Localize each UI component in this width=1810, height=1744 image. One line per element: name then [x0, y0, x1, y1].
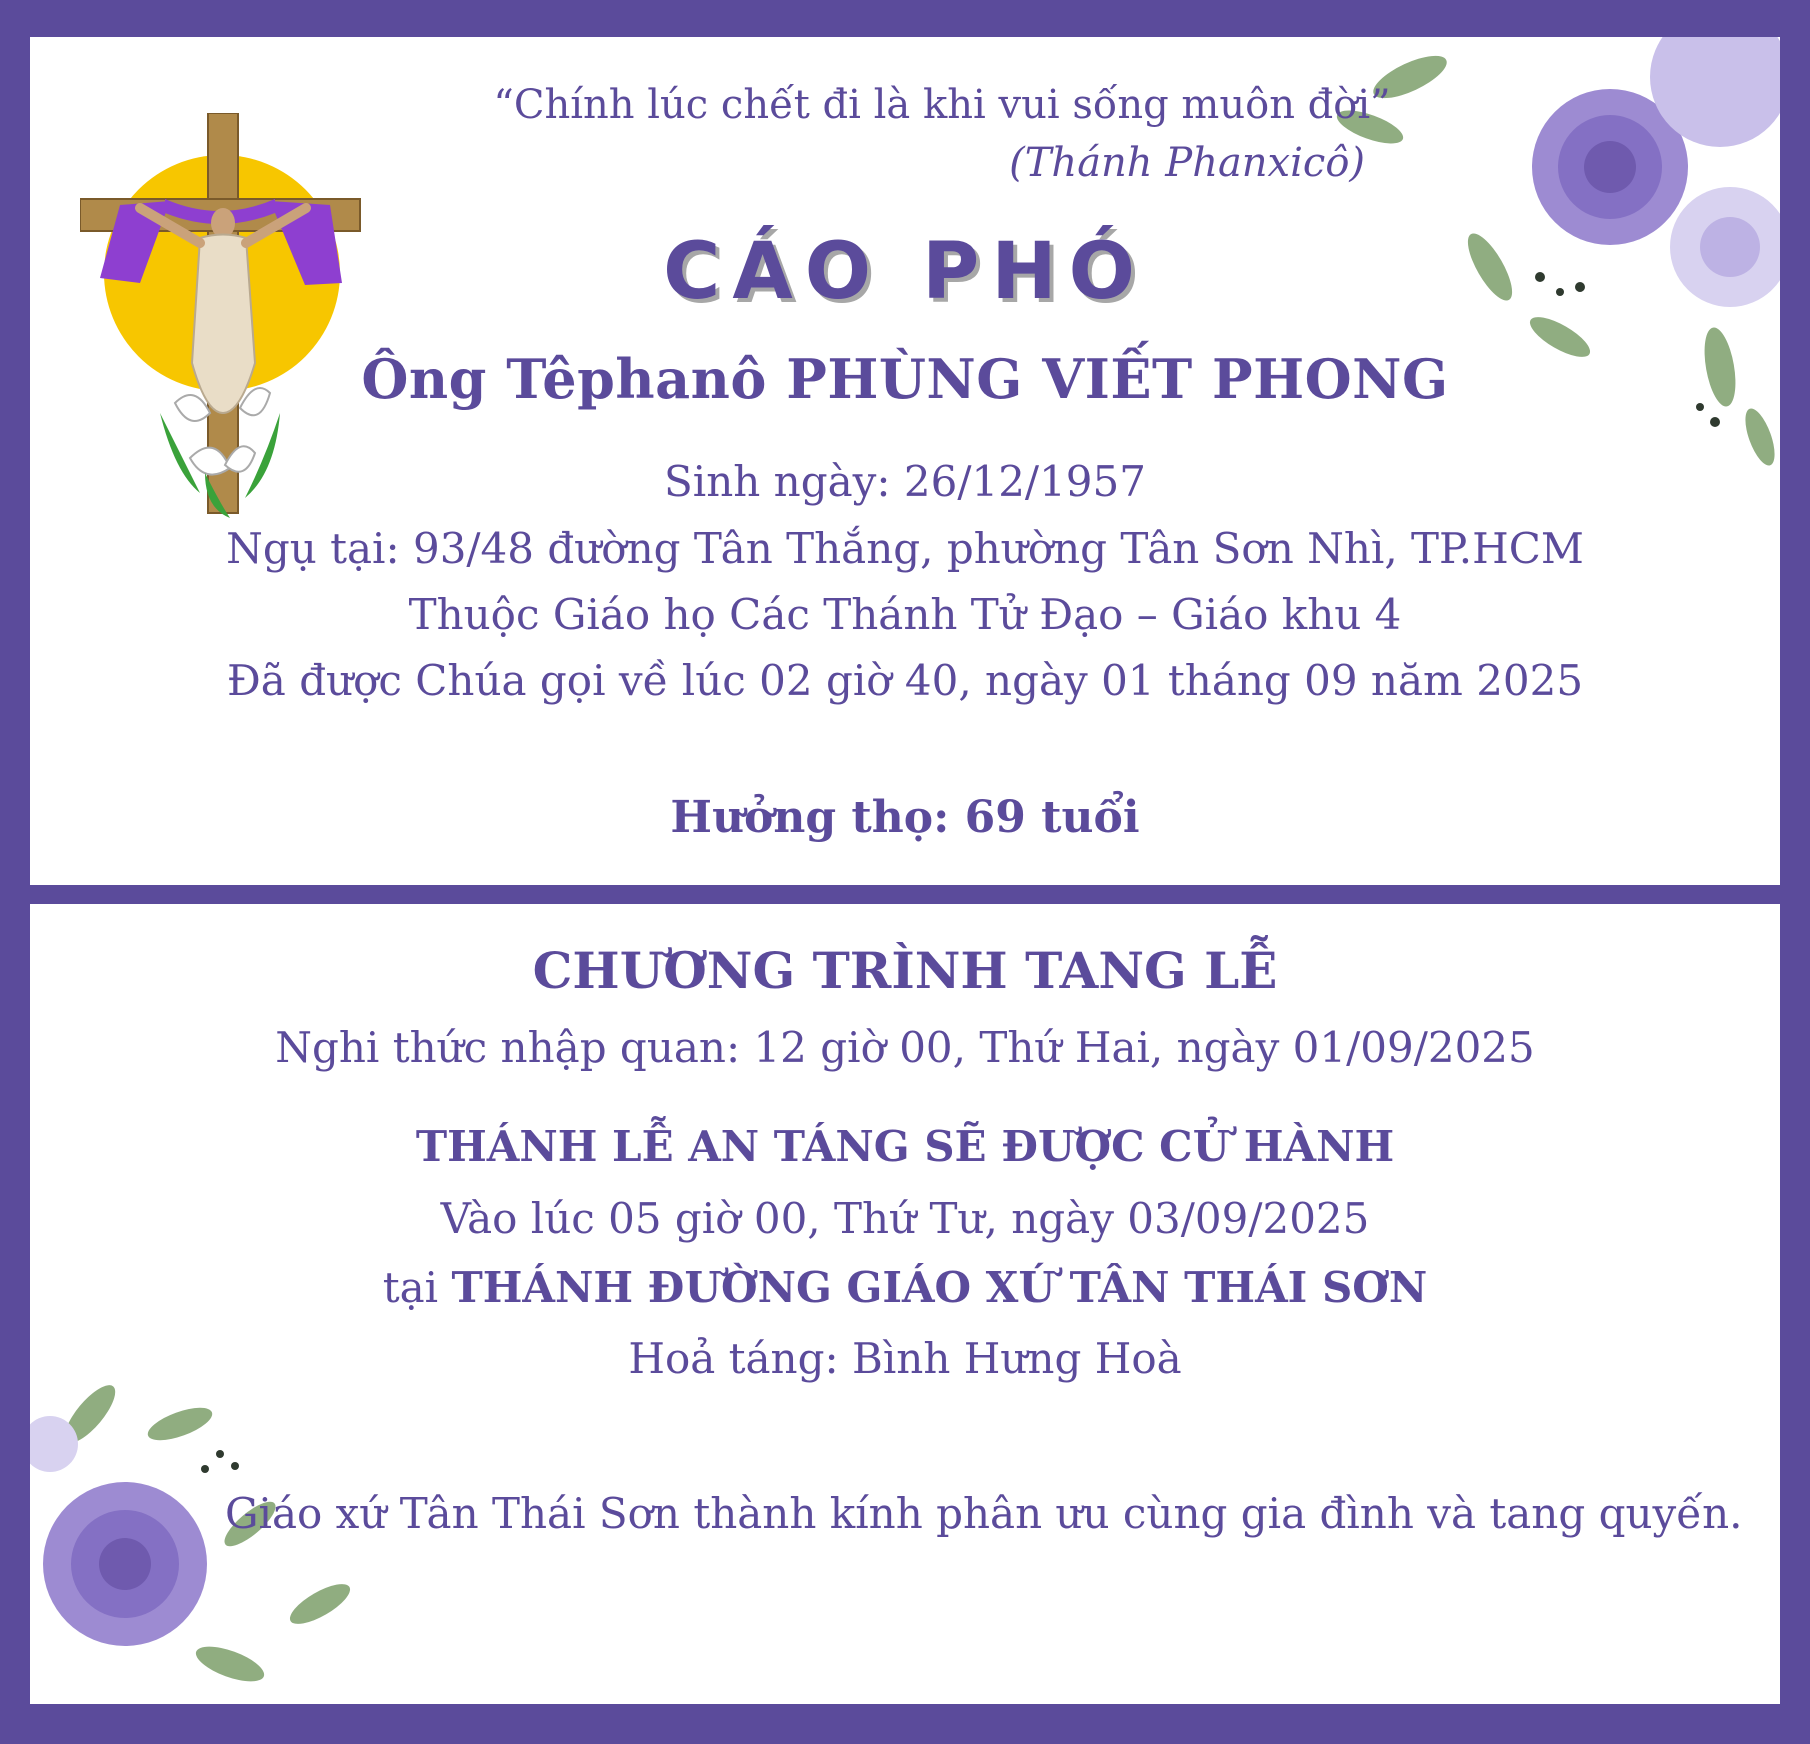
- deceased-name: Ông Têphanô PHÙNG VIẾT PHONG: [361, 347, 1449, 411]
- rose-icon: [30, 1374, 390, 1704]
- funeral-mass-title: THÁNH LỄ AN TÁNG SẼ ĐƯỢC CỬ HÀNH: [415, 1122, 1395, 1171]
- quote-source: (Thánh Phanxicô): [1009, 140, 1365, 186]
- funeral-mass-time: Vào lúc 05 giờ 00, Thứ Tư, ngày 03/09/2025: [440, 1194, 1370, 1243]
- address: Ngụ tại: 93/48 đường Tân Thắng, phường Tân Sơn Nhì, TP.HCM: [226, 524, 1584, 573]
- cremation-place: Hoả táng: Bình Hưng Hoà: [628, 1334, 1182, 1383]
- condolence-message: Giáo xứ Tân Thái Sơn thành kính phân ưu cùng gia đình và tang quyến.: [225, 1489, 1743, 1538]
- funeral-program-panel: [30, 904, 1780, 1704]
- page-title: CÁO PHÓ: [663, 227, 1147, 317]
- quote-text: “Chính lúc chết đi là khi vui sống muôn đời”: [493, 82, 1391, 128]
- parish-group: Thuộc Giáo họ Các Thánh Tử Đạo – Giáo khu 4: [408, 590, 1402, 639]
- funeral-mass-place: [30, 1263, 1780, 1312]
- program-title: CHƯƠNG TRÌNH TANG LỄ: [532, 941, 1278, 1000]
- church-name: THÁNH ĐƯỜNG GIÁO XỨ TÂN THÁI SƠN: [451, 1263, 1428, 1312]
- obituary-panel: [30, 37, 1780, 885]
- place-prefix: tại: [382, 1263, 452, 1312]
- time-of-death: Đã được Chúa gọi về lúc 02 giờ 40, ngày 01 tháng 09 năm 2025: [226, 656, 1584, 705]
- age: Hưởng thọ: 69 tuổi: [670, 792, 1140, 843]
- birth-date: Sinh ngày: 26/12/1957: [664, 457, 1146, 506]
- encoffin-schedule: Nghi thức nhập quan: 12 giờ 00, Thứ Hai, ngày 01/09/2025: [275, 1023, 1535, 1072]
